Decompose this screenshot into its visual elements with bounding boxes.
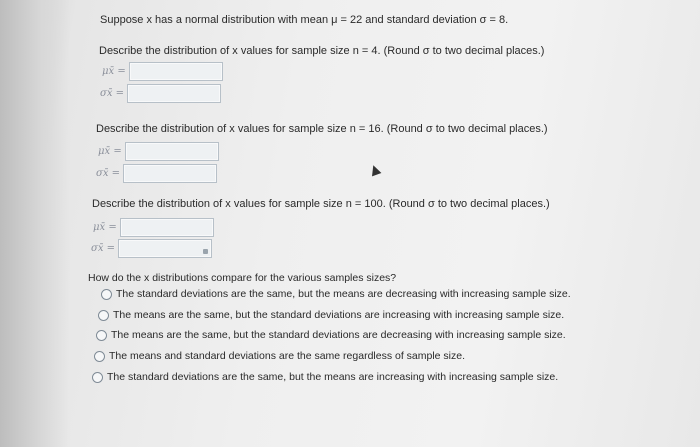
compare-option-1[interactable] — [101, 288, 571, 300]
compare-option-4-label: The means and standard deviations are the same regardless of sample size. — [109, 350, 466, 362]
section-3-mu-row — [93, 218, 214, 237]
section-1-sigma-input[interactable] — [127, 84, 221, 103]
radio-icon[interactable] — [96, 330, 107, 341]
section-1-sigma-row — [100, 84, 221, 103]
compare-question: How do the x distributions compare for the various samples sizes? — [88, 272, 397, 284]
section-2-sigma-label: σx̄ = — [96, 168, 121, 179]
compare-option-3-label: The means are the same, but the standard deviations are decreasing with increasing sample size. — [111, 329, 566, 341]
section-3-mu-input[interactable] — [120, 218, 214, 237]
section-3-sigma-label: σx̄ = — [91, 243, 116, 254]
section-3-sigma-input[interactable] — [118, 239, 212, 258]
radio-icon[interactable] — [101, 289, 112, 300]
compare-option-3[interactable] — [96, 329, 566, 341]
section-2-mu-row — [98, 142, 219, 161]
section-1-mu-input[interactable] — [129, 62, 223, 81]
compare-option-2-label: The means are the same, but the standard deviations are increasing with increasing sample size. — [113, 309, 565, 321]
compare-option-2[interactable] — [98, 309, 564, 321]
radio-icon[interactable] — [94, 351, 105, 362]
section-1-mu-row — [102, 62, 223, 81]
section-1-prompt: Describe the distribution of x values for sample size n = 4. (Round σ to two decimal places.) — [99, 45, 545, 57]
compare-option-5[interactable] — [92, 371, 558, 383]
section-1-sigma-label: σx̄ = — [100, 88, 125, 99]
section-2-mu-input[interactable] — [125, 142, 219, 161]
radio-icon[interactable] — [98, 310, 109, 321]
section-2-mu-label: μx̄ = — [98, 146, 122, 157]
left-shadow — [0, 0, 70, 447]
section-3-prompt: Describe the distribution of x values for sample size n = 100. (Round σ to two decimal places.) — [92, 198, 550, 210]
compare-option-1-label: The standard deviations are the same, but the means are decreasing with increasing sample size. — [116, 288, 571, 300]
compare-option-5-label: The standard deviations are the same, but the means are increasing with increasing sample size. — [107, 371, 559, 383]
radio-icon[interactable] — [92, 372, 103, 383]
compare-option-4[interactable] — [94, 350, 465, 362]
mouse-cursor-icon — [369, 164, 382, 177]
problem-statement: Suppose x has a normal distribution with mean μ = 22 and standard deviation σ = 8. — [100, 14, 509, 26]
section-2-prompt: Describe the distribution of x values for sample size n = 16. (Round σ to two decimal places.) — [96, 123, 548, 135]
section-3-sigma-row — [91, 239, 212, 258]
section-3-mu-label: μx̄ = — [93, 222, 117, 233]
section-2-sigma-input[interactable] — [123, 164, 217, 183]
section-1-mu-label: μx̄ = — [102, 66, 126, 77]
section-2-sigma-row — [96, 164, 217, 183]
